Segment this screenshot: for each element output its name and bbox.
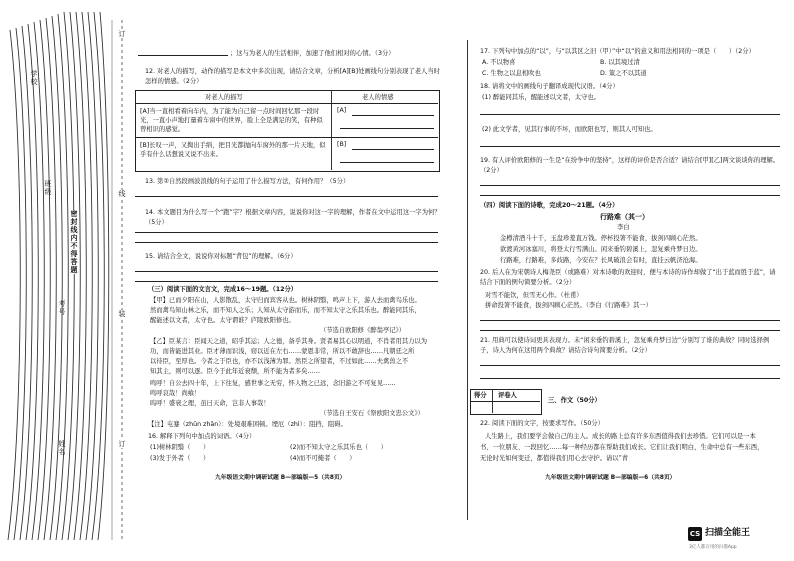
q20-example-1: 对雪不能饮，但雪无心作。（杜甫） [485,292,583,299]
sidebar-label-exam-no: 考 号 [58,300,66,316]
yi-line-1: 【乙】臣某言：臣闻天之道，昭乎其运；人之德，备乎其身。贤者易其心以明道，不肖者用其力以为 [150,338,428,345]
answer-line [135,271,438,272]
answer-line [138,55,228,56]
q18-stem: 18. 请将文中的画线句子翻译成现代汉语。（4分） [480,83,619,90]
jia-line-1: 【甲】已而夕阳在山，人影散乱，太守归而宾客从也。树林阴翳，鸣声上下，游人去而禽鸟乐也。 [150,297,421,304]
left-page-footer: 九年级语文期中调研试题 B—部编版—5（共8页） [215,475,346,481]
q16-item-3: (3)发于外者（ ） [150,455,210,462]
q21-stem: 21. 用典可以使诗词更具表现力。未“闲来垂钓碧溪上，忽复乘舟梦日边”分别写了谁的典故？同时选择例子，诗人为何在这用两个典故？请结合诗句简要分析。（2分） [480,337,770,354]
blank-b-label: [B] [337,141,347,148]
answer-line [480,330,780,331]
answer-line [480,365,780,366]
sidebar-label-school: 学 校 [30,70,38,86]
yi-line-2: 功，而皆能进其业。臣才薄而识浅，窃以近在左右……蒙恩非常，所以不敢辞也……凡朝廷之所 [150,348,415,355]
q18-item-2: (2) 此文学者，见其行事的不坏，而欧阳也写，则其人可知也。 [482,126,657,133]
poem-title: 行路难（其一） [600,213,649,221]
poem-line-1: 金樽清酒斗十千，玉盘珍羞直万钱。停杯投箸不能食，拔剑四顾心茫然。 [500,235,702,242]
table-row-a: [A]当一直相看着向车内，为了能为自己留一点时间回忆那一段时光，一直小声地打量着车窗中的世界，脸上全是满足的笑，有种似曾相识的感觉。 [140,108,323,133]
q14-stem: 14. 本文题目为什么写一个“跑”字？根据文章内容，说说你对这一字的理解，作者在文中运用这一字为何？（5分） [145,209,441,226]
yi-tail: 呜呼！盛衰之理，虽曰天命，岂非人事哉！ [150,400,270,407]
poem-author: 李白 [617,224,630,231]
sidebar-label-class: 班 级 [44,180,52,196]
answer-line [135,232,438,233]
blank-a-line2 [340,128,434,129]
q15-stem: 15. 请结合全文，说说你对标题“背包”的理解。（6分） [145,253,297,260]
jia-line-3: 醒能述以文者，太守也。太守谓谁？庐陵欧阳修也。 [150,317,295,324]
camscanner-logo-icon: CS [688,527,702,541]
binding-mark-4: 订 [118,440,126,448]
answer-line [135,281,438,282]
table-header-emotion: 老人的情感 [362,94,394,101]
blank-a-line [352,115,434,116]
q20-example-2: 拼命投箸不能食，拔剑四顾心茫然。（李白《行路难》其一） [485,302,652,309]
section-writing-title: 三、作文（50分） [548,397,601,404]
section4-title: （四）阅读下面的诗歌，完成20～21题。（4分） [480,202,619,209]
poem-line-3: 行路难，行路难，多歧路，今安在？长风破浪会有时，直挂云帆济沧海。 [500,257,702,264]
watermark-subtitle: 3亿人都在用的扫描App [689,545,737,550]
binding-mark-2: 线 [118,190,126,198]
table-header-divider [135,103,438,104]
table-header-desc: 对老人的描写 [205,94,243,101]
sidebar-label-name: 姓 名 [58,440,66,456]
section3-title: （三）阅读下面的文言文，完成16～19题。（12分） [148,286,298,293]
q22-stem: 22. 阅读下面的文字，按要求写作。（50分） [480,420,604,427]
answer-line [135,196,438,197]
q22-line-2: 书、一位朋友、一段回忆……每一种经历都在帮助我们成长。它们让我们明白，生命中总有一些东西， [480,444,764,451]
q17-stem: 17. 下列句中加点的“以”，与“以其区之旧（甲）”中“以”的意义和用法相同的一项是（ ）（2分） [480,48,755,55]
q22-line-3: 无论时光如何变迁，都值得我们用心去守护。请以“青 [480,455,629,462]
q16-item-4: (4)而不可掩者（ ） [290,455,356,462]
binding-mark-3: 装 [118,310,126,318]
answer-line [480,114,780,115]
q22-line-1: 人生路上，我们要学会做自己的主人。成长的路上总有许多东西值得我们去珍惜。它们可以是一本 [485,433,756,440]
q16-item-2: (2)而不知太守之乐其乐也（ ） [290,444,388,451]
q17-option-d: D. 策之不以其道 [600,70,647,77]
jia-source: （节选自欧阳修《醉翁亭记》） [320,327,406,334]
q12-stem: 12. 对老人的描写，动作的描写是本文中多次出现，请结合文章，分析[A][B]处画线句分别表现了老人当时怎样的情感。（2分） [145,68,440,85]
score-label: 得分 [474,392,487,399]
q17-option-a: A. 不以物喜 [482,59,516,66]
q20-stem: 20. 后人在为宋朝诗人梅尧臣（或路难）对本诗歌的欢迎时，便与本诗的诗作却做了“出于蓝而胜于蓝”，请结合下面的例句简要分析。（2分） [480,269,776,286]
q19-stem: 19. 有人评价欧阳修的一生是“在纷争中的坚持”，这样的评价是否合适？请结合[甲][乙]两文谈谈你的理解。（2分） [480,157,780,174]
yi-source: （节选自王安石《祭欧阳文忠公文》） [320,410,424,417]
yi-line-6: 鸣呼哀哉！尚飨！ [150,390,201,397]
blank-a-label: [A] [337,107,347,114]
q16-item-1: (1)树林阴翳（ ） [150,444,210,451]
q16-stem: 16. 解释下列句中加点的词语。（4分） [148,433,256,440]
binding-mark-1: 订 [118,30,126,38]
blank-b-line2 [340,162,434,163]
page-divider [467,40,468,520]
q18-item-1: (1) 醉能同其乐，醒能述以文者，太守也。 [482,94,600,101]
q17-option-b: B. 以其境过清 [600,59,640,66]
answer-line [480,146,780,147]
answer-line [480,378,780,379]
answer-line [480,320,780,321]
q17-option-c: C. 生物之以息相吹也 [482,70,541,77]
yi-line-5: 鸣呼！自公去四十年，上下往复，感世事之无穷，怀人物之已远，念旧游之不可复见…… [150,380,396,387]
table-col-divider [331,90,332,170]
blank-b-line [352,149,434,150]
score-box-row [470,401,540,402]
answer-line [480,185,780,186]
seal-line-notice: 密 封 线 内 不 得 答 题 [70,210,78,274]
q11-tail: ；这与为老人的生活相伴，加速了他们相对的心情。（3分） [230,50,395,57]
poem-line-2: 欲渡黄河冰塞川，将登太行雪满山。闲来垂钓碧溪上，忽复乘舟梦日边。 [500,246,702,253]
jia-line-2: 然而禽鸟知山林之乐，而不知人之乐；人知从太守游而乐，而不知太守之乐其乐也。醉能同其乐， [150,307,421,314]
section3-note: 【注】屯蹇（zhūn zhān）：处境艰难困顿。堙厄（zhì）：阻挡，阻碍。 [148,421,347,428]
yi-line-3: 以待臣，至厚也。今者之于臣也，亦不以浅薄为罪。然臣之所望者，不过如此……夫禽兽之不 [150,358,409,365]
table-row-b: [B]长叹一声，又掏出手绢，把目光都抛向车窗外的那一片天地，似乎有什么话想说又说不出来。 [140,142,326,158]
answer-line [135,242,438,243]
q13-stem: 13. 第②自然段画波浪线的句子运用了什么描写方法，有何作用？（5分） [145,178,350,185]
binding-margin-lines [0,0,130,561]
watermark-title: 扫描全能王 [705,528,751,538]
grader-label: 评卷人 [498,392,517,399]
right-page-footer: 九年级语文期中调研试题 B—部编版—6（共8页） [545,475,676,481]
answer-line [480,195,780,196]
yi-line-4: 知其主，则可以逐。臣今于此年近衰颓，所不能为者多矣…… [150,368,321,375]
table-row-divider [135,137,438,138]
